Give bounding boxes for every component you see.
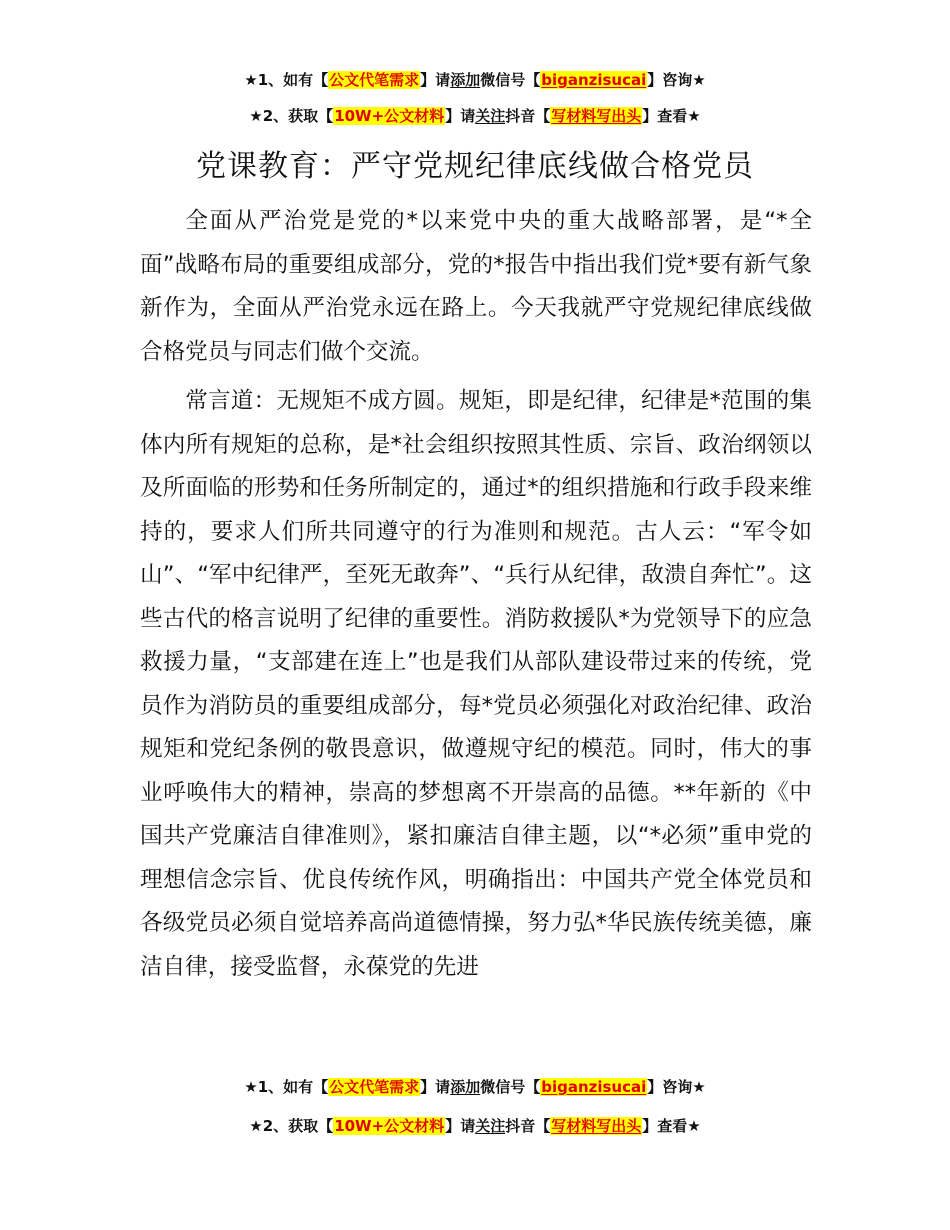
- promo-text: 抖音【: [505, 107, 551, 125]
- promo-text: 】请: [420, 71, 451, 89]
- paragraph: 全面从严治党是党的*以来党中央的重大战略部署，是“*全面”战略布局的重要组成部分，党的*报告中指出我们党*要有新气象新作为，全面从严治党永远在路上。今天我就严守党规纪律底线做合格党员与同志们做个交流。: [140, 208, 812, 365]
- promo-suffix: 】咨询★: [647, 71, 706, 89]
- promo-prefix: ★2、获取【: [249, 107, 334, 125]
- promo-text: 】请: [445, 1117, 476, 1135]
- promo-highlight-wechat-id: biganzisucai: [541, 1078, 647, 1096]
- promo-text: 微信号【: [480, 1078, 541, 1096]
- promo-suffix: 】咨询★: [647, 1078, 706, 1096]
- paragraph: 常言道：无规矩不成方圆。规矩，即是纪律，纪律是*范围的集体内所有规矩的总称，是*社会组织按照其性质、宗旨、政治纲领以及所面临的形势和任务所制定的，通过*的组织措施和行政手段来维持的，要求人们所共同遵守的行为准则和规范。古人云：“军令如山”、“军中纪律严，至死无敢奔”、“兵行从纪律，敌溃自奔忙”。这些古代的格言说明了纪律的重要性。消防救援队*为党领导下的应急救援力量，“支部建在连上”也是我们从部队建设带过来的传统，党员作为消防员的重要组成部分，每*党员必须强化对政治纪律、政治规矩和党纪条例的敬畏意识，做遵规守纪的模范。同时，伟大的事业呼唤伟大的精神，崇高的梦想离不开崇高的品德。**年新的《中国共产党廉洁自律准则》，紧扣廉洁自律主题，以“*必须”重申党的理想信念宗旨、优良传统作风，明确指出：中国共产党全体党员和各级党员必须自觉培养高尚道德情操，努力弘*华民族传统美德，廉洁自律，接受监督，永葆党的先进: [140, 388, 812, 980]
- promo-prefix: ★2、获取【: [249, 1117, 334, 1135]
- promo-emphasis: 关注: [475, 1117, 506, 1135]
- header-promo-line-2: [0, 106, 950, 126]
- document-body: [140, 200, 812, 989]
- promo-emphasis: 添加: [450, 1078, 481, 1096]
- promo-emphasis: 关注: [475, 107, 506, 125]
- promo-text: 微信号【: [480, 71, 541, 89]
- promo-text: 】请: [445, 107, 476, 125]
- header-promo-line-1: [0, 70, 950, 90]
- promo-highlight-materials: 10W+公文材料: [334, 1117, 445, 1135]
- promo-suffix: 】查看★: [642, 107, 701, 125]
- promo-prefix: ★1、如有【: [244, 71, 329, 89]
- promo-text: 抖音【: [505, 1117, 551, 1135]
- promo-highlight-materials: 10W+公文材料: [334, 107, 445, 125]
- footer-promo-line-2: [0, 1116, 950, 1136]
- footer-promo-line-1: [0, 1077, 950, 1097]
- promo-emphasis: 添加: [450, 71, 481, 89]
- promo-highlight-service: 公文代笔需求: [329, 1078, 420, 1096]
- promo-suffix: 】查看★: [642, 1117, 701, 1135]
- promo-highlight-douyin: 写材料写出头: [551, 107, 642, 125]
- page-title: 党课教育：严守党规纪律底线做合格党员: [196, 149, 754, 184]
- promo-highlight-douyin: 写材料写出头: [551, 1117, 642, 1135]
- promo-highlight-service: 公文代笔需求: [329, 71, 420, 89]
- promo-text: 】请: [420, 1078, 451, 1096]
- promo-highlight-wechat-id: biganzisucai: [541, 71, 647, 89]
- promo-prefix: ★1、如有【: [244, 1078, 329, 1096]
